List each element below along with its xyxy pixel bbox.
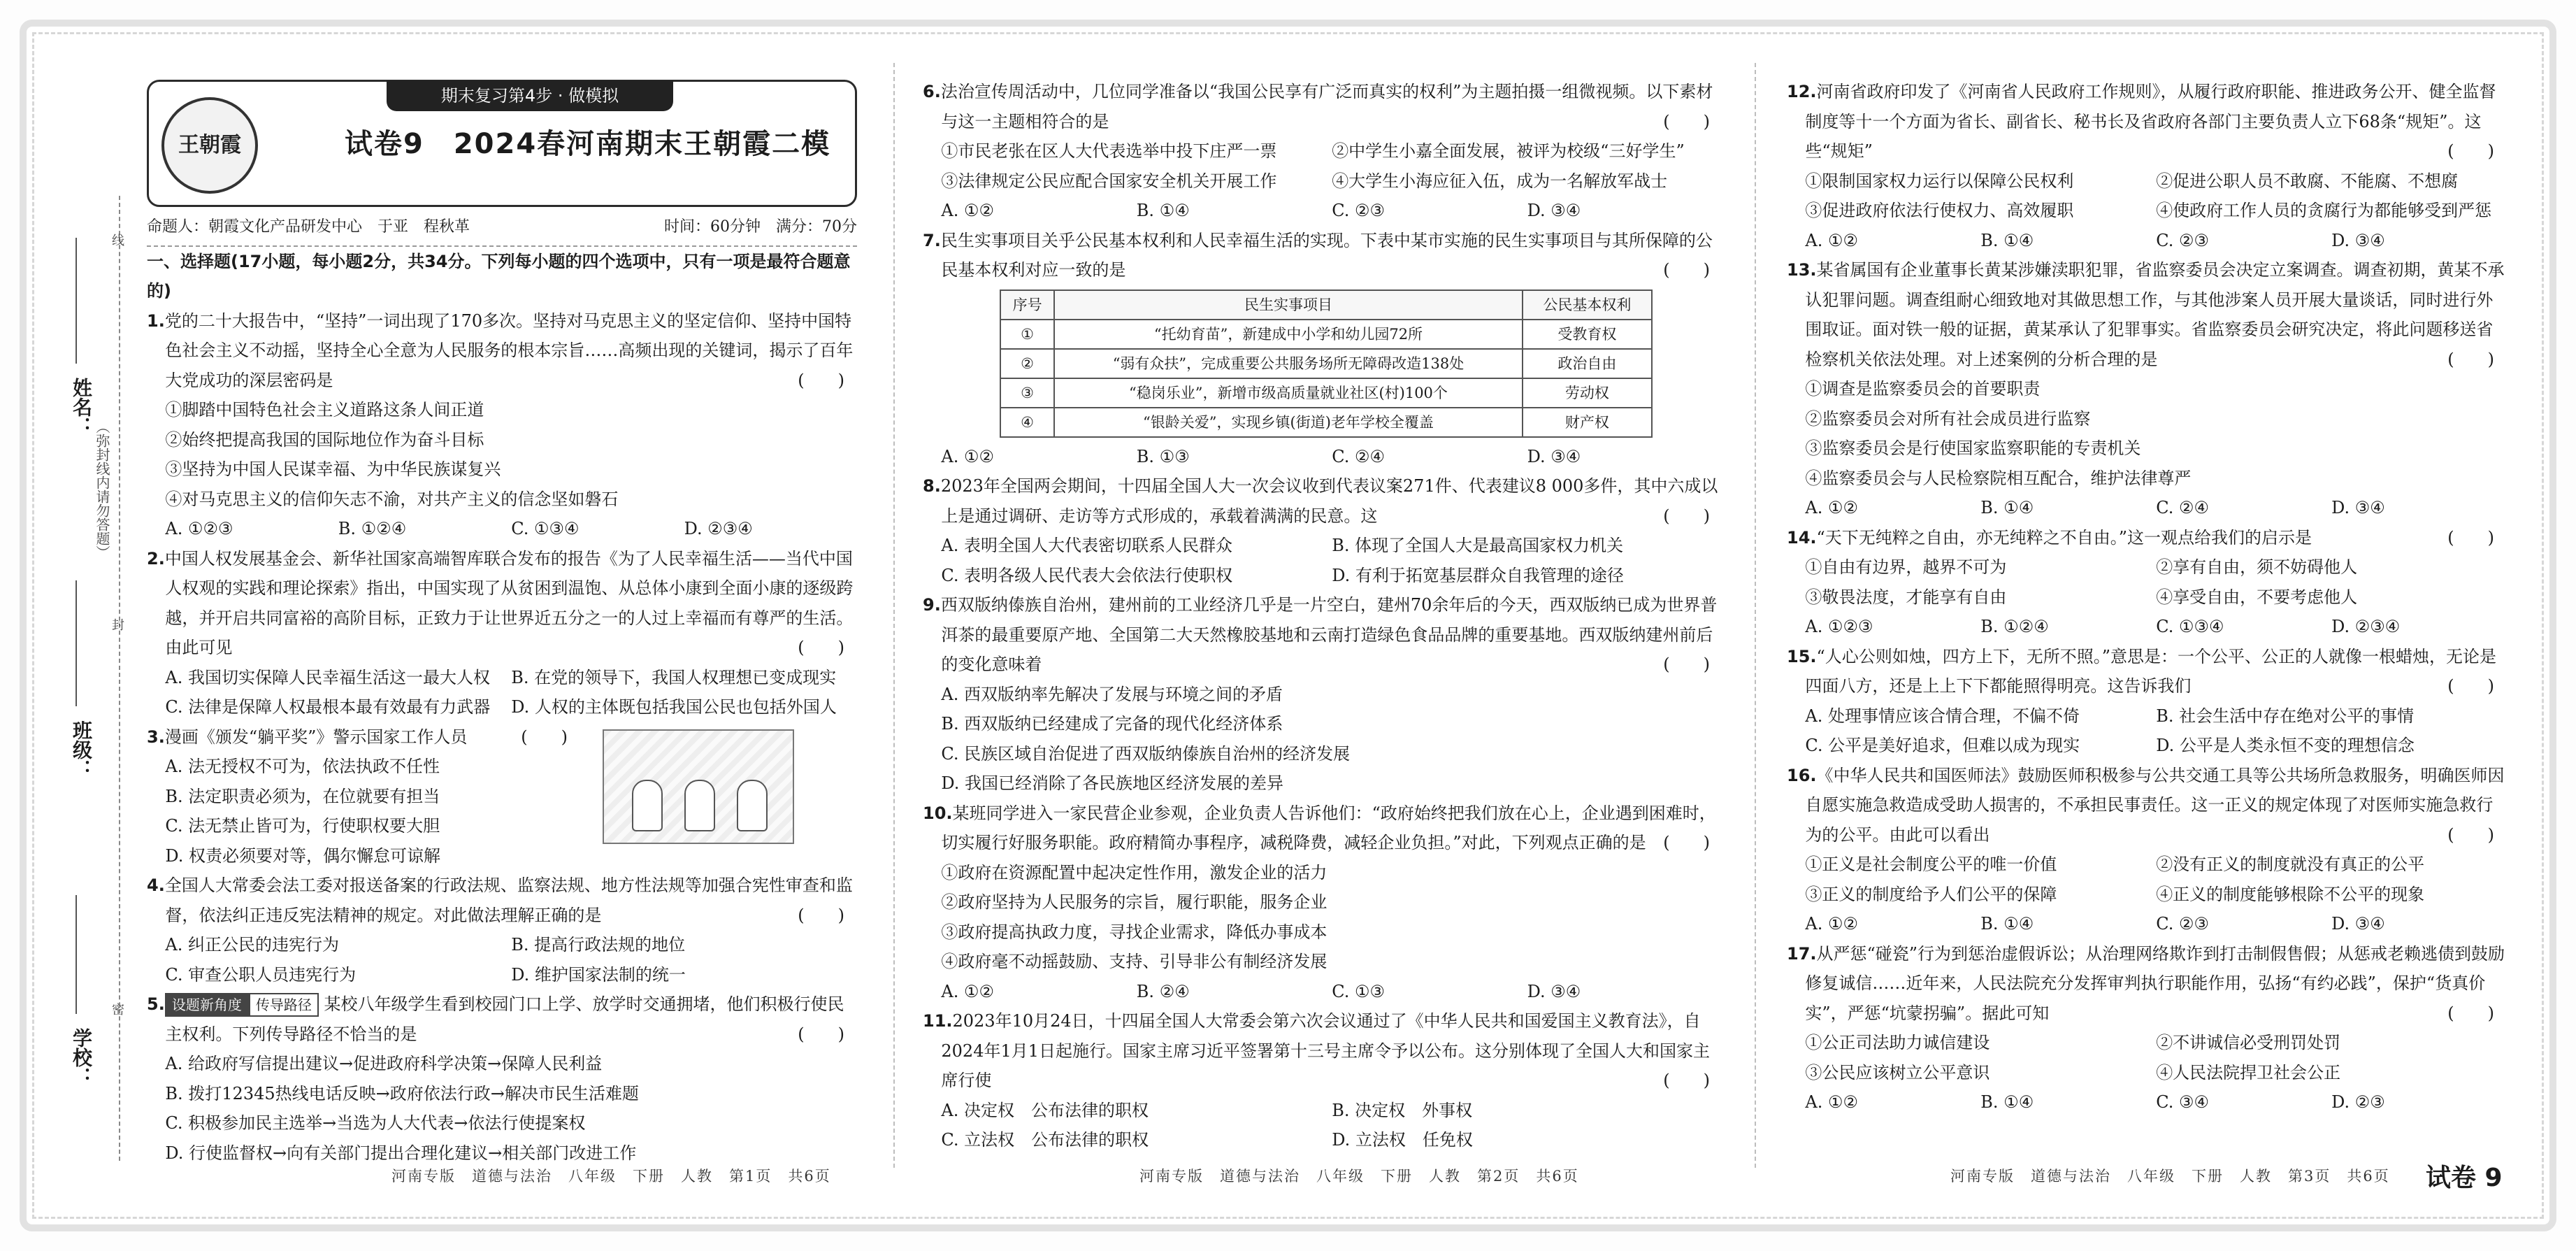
statement-item: ①政府在资源配置中起决定性作用，激发企业的活力 [941,862,1327,882]
option[interactable]: A. 处理事情应该合情合理，不偏不倚 [1805,706,2080,726]
option[interactable]: B. 提高行政法规的地位 [511,935,686,955]
option[interactable]: B. ①④ [1136,201,1190,220]
seal-mark-secret: 密 [112,1003,124,1017]
class-label: 班级： [70,720,93,779]
header-tag: 期末复习第4步 · 做模拟 [387,80,673,111]
table-cell: ② [1000,349,1054,378]
option[interactable]: A. 表明全国人大代表密切联系人民群众 [941,536,1232,555]
option[interactable]: C. 法律是保障人权最根本最有效最有力武器 [165,697,491,717]
option[interactable]: A. ①②③ [165,519,233,538]
exam-header [147,80,857,207]
option[interactable]: B. ②④ [1136,981,1190,1001]
statement-item: ④对马克思主义的信仰矢志不渝，对共产主义的信念坚如磐石 [165,489,619,509]
option[interactable]: B. 法定职责必须为，在位就要有担当 [165,786,440,806]
option[interactable]: B. ①②④ [1980,617,2049,636]
statement-item: ①限制国家权力运行以保障公民权利 [1805,171,2074,191]
statement-item: ②没有正义的制度就没有真正的公平 [2156,855,2425,874]
statement-item: ③坚持为中国人民谋幸福、为中华民族谋复兴 [165,459,501,479]
statement-item: ②政府坚持为人民服务的宗旨，履行职能，服务企业 [941,892,1327,912]
option[interactable]: A. ①② [941,446,995,466]
exam-author: 命题人：朝霞文化产品研发中心 于亚 程秋革 [147,218,470,236]
table-cell: 受教育权 [1523,320,1652,349]
table-row [1000,408,1652,437]
table-header-row [1000,290,1652,320]
question-stem: 9.西双版纳傣族自治州，建州前的工业经济几乎是一片空白，建州70余年后的今天，西双版纳已成为世界普洱茶的最重要原产地、全国第二大天然橡胶基地和云南打造绿色食品品牌的重要基地。西双版纳建州前后的变化意味着 ( ) [923,590,1722,680]
option[interactable]: C. ②③ [1332,201,1385,220]
option[interactable]: A. 法无授权不可为，依法执政不任性 [165,757,440,776]
statement-item: ③敬畏法度，才能享有自由 [1805,587,2007,607]
option[interactable]: A. ①② [1805,1092,1859,1112]
statement-items [1787,850,2507,909]
answer-options [147,514,857,544]
answer-blank[interactable]: ( ) [798,638,844,657]
table-cell: “弱有众扶”，完成重要公共服务场所无障碍改造138处 [1054,349,1523,378]
option[interactable]: B. 西双版纳已经建成了完备的现代化经济体系 [941,714,1283,734]
option[interactable]: B. ①④ [1980,498,2034,517]
answer-options [923,442,1722,472]
option[interactable]: C. 审查公职人员违宪行为 [165,964,357,985]
question-stem: 13.某省属国有企业董事长黄某涉嫌渎职犯罪，省监察委员会决定立案调查。调查初期，黄某不承认犯罪问题。调查组耐心细致地对其做思想工作，与其他涉案人员开展大量谈话，同时进行外围取证。面对铁一般的证据，黄某承认了犯罪事实。省监察委员会研究决定，将此问题移送省检察机关依法处理。对上述案例的分析合理的是 ( ) [1787,255,2507,374]
table-row [1000,320,1652,349]
option[interactable]: B. 在党的领导下，我国人权理想已变成现实 [511,667,837,687]
table-row [1000,378,1652,408]
answer-blank[interactable]: ( ) [2447,527,2494,548]
page-footer: 河南专版 道德与法治 八年级 下册 人教 第1页 共6页 [391,1168,831,1185]
cartoon-figure-icon [632,780,663,831]
option[interactable]: B. ①④ [1980,914,2034,934]
table-row [1000,349,1652,378]
badge-path: 传导路径 [249,993,319,1017]
page-footer: 河南专版 道德与法治 八年级 下册 人教 第3页 共6页 [1950,1168,2390,1185]
option[interactable]: D. ③④ [2331,914,2385,934]
option[interactable]: D. ③④ [1527,446,1581,466]
statement-item: ④政府毫不动摇鼓励、支持、引导非公有制经济发展 [941,952,1327,971]
table-cell: ④ [1000,408,1054,437]
question-stem: 2.中国人权发展基金会、新华社国家高端智库联合发布的报告《为了人民幸福生活——当代中国人权观的实践和理论探索》指出，中国实现了从贫困到温饱、从总体小康到全面小康的逐级跨越，并开启共同富裕的高阶目标，正致力于让世界近五分之一的人过上幸福而有尊严的生活。由此可见 ( ) [147,544,857,663]
answer-blank[interactable]: ( ) [2447,676,2494,696]
cartoon-image [603,729,794,844]
option[interactable]: B. 决定权 外事权 [1332,1100,1473,1120]
answer-options [1787,612,2507,642]
seal-mark-line: 线 [112,234,124,248]
answer-blank[interactable]: ( ) [2447,349,2494,369]
table-cell: “银龄关爱”，实现乡镇(街道)老年学校全覆盖 [1054,408,1523,437]
class-field[interactable] [75,580,77,706]
statement-item: ③法律规定公民应配合国家安全机关开展工作 [941,171,1277,191]
statement-item: ①市民老张在区人大代表选举中投下庄严一票 [941,141,1277,161]
option[interactable]: C. ①③ [1332,981,1385,1001]
column-1 [147,45,857,1168]
statement-item: ①公正司法助力诚信建设 [1805,1033,1990,1052]
question-stem: 5. 设题新角度 传导路径 某校八年级学生看到校园门口上学、放学时交通拥堵，他们积极行使民主权利。下列传导路径不恰当的是 ( ) [147,989,857,1049]
table-cell: “稳岗乐业”，新增市级高质量就业社区(村)100个 [1054,378,1523,408]
answer-blank[interactable]: ( ) [1663,833,1710,852]
option[interactable]: D. 立法权 任免权 [1332,1130,1473,1150]
statement-item: ④使政府工作人员的贪腐行为都能够受到严惩 [2156,201,2492,220]
statement-item: ②享有自由，须不妨碍他人 [2156,557,2358,577]
table-cell: 劳动权 [1523,378,1652,408]
option[interactable]: D. 公平是人类永恒不变的理想信念 [2156,736,2415,755]
cartoon-figure-icon [684,780,715,831]
answer-options [1787,1087,2507,1117]
statement-item: ③公民应该树立公平意识 [1805,1062,1990,1082]
statement-item: ②不讲诚信必受刑罚处罚 [2156,1033,2341,1052]
table-header: 民生实事项目 [1054,290,1523,320]
name-field[interactable] [75,238,77,364]
option[interactable]: C. ②④ [2156,498,2209,517]
question-stem: 15.“人心公则如烛，四方上下，无所不照。”意思是：一个公平、公正的人就像一根蜡烛，无论是四面八方，还是上上下下都能照得明亮。这告诉我们 ( ) [1787,642,2507,701]
answer-options [923,531,1722,590]
table-cell: 政治自由 [1523,349,1652,378]
option[interactable]: B. 社会生活中存在绝对公平的事情 [2156,706,2415,726]
option[interactable]: D. 权责必须要对等，偶尔懈怠可谅解 [165,845,441,866]
option[interactable]: D. ③④ [2331,230,2385,250]
answer-blank[interactable]: ( ) [521,727,568,747]
option[interactable]: C. ②④ [1332,446,1385,466]
statement-item: ①调查是监察委员会的首要职责 [1805,379,2041,399]
school-field[interactable] [75,895,77,1014]
option[interactable]: A. 纠正公民的违宪行为 [165,935,339,955]
column-2 [923,45,1722,1155]
option[interactable]: D. ②③ [2331,1092,2385,1112]
question-stem: 1.党的二十大报告中，“坚持”一词出现了170多次。坚持对马克思主义的坚定信仰、坚持中国特色社会主义不动摇，坚持全心全意为人民服务的根本宗旨……高频出现的关键词，揭示了百年大党成功的深层密码是 ( ) [147,306,857,396]
livelihood-table [1000,289,1653,438]
cartoon-figure-icon [737,780,768,831]
answer-options [1787,909,2507,939]
table-cell: 财产权 [1523,408,1652,437]
answer-blank[interactable]: ( ) [798,905,844,925]
table-cell: ③ [1000,378,1054,408]
answer-options [147,930,857,989]
option[interactable]: C. 表明各级人民代表大会依法行使职权 [941,565,1233,585]
option[interactable]: C. 立法权 公布法律的职权 [941,1130,1149,1150]
option[interactable]: B. 拨打12345热线电话反映→政府依法行政→解决市民生活难题 [165,1083,639,1103]
answer-options [147,663,857,722]
option[interactable]: C. ①③④ [2156,617,2224,636]
option[interactable]: C. ①③④ [511,519,580,538]
option[interactable]: C. 公平是美好追求，但难以成为现实 [1805,736,2080,755]
option[interactable]: B. 体现了全国人大是最高国家权力机关 [1332,536,1624,555]
answer-blank[interactable]: ( ) [1663,1071,1710,1090]
option[interactable]: D. 人权的主体既包括我国公民也包括外国人 [511,697,837,717]
statement-item: ③政府提高执政力度，寻找企业需求，降低办事成本 [941,922,1327,942]
option[interactable]: C. ②③ [2156,230,2209,250]
option[interactable]: B. ①②④ [338,519,407,538]
exam-time-score: 时间：60分钟 满分：70分 [664,218,857,236]
statement-item: ③监察委员会是行使国家监察职能的专责机关 [1805,438,2141,458]
table-cell: ① [1000,320,1054,349]
option[interactable]: D. 我国已经消除了各民族地区经济发展的差异 [941,773,1284,793]
question-stem: 4.全国人大常委会法工委对报送备案的行政法规、监察法规、地方性法规等加强合宪性审查和监督，依法纠正违反宪法精神的规定。对此做法理解正确的是 ( ) [147,871,857,930]
question-stem: 14.“天下无纯粹之自由，亦无纯粹之不自由。”这一观点给我们的启示是 ( ) [1787,523,2507,553]
option[interactable]: A. 西双版纳率先解决了发展与环境之间的矛盾 [941,684,1283,704]
option[interactable]: A. 给政府写信提出建议→促进政府科学决策→保障人民利益 [165,1054,603,1073]
option[interactable]: A. ①② [1805,230,1859,250]
statement-item: ①自由有边界，越界不可为 [1805,557,2007,577]
question-stem: 17.从严惩“碰瓷”行为到惩治虚假诉讼；从治理网络欺诈到打击制假售假；从惩戒老赖逃债到鼓励修复诚信……近年来，人民法院充分发挥审判执行职能作用，弘扬“有约必践”，保护“货真价实”，严惩“坑蒙拐骗”。据此可知 ( ) [1787,939,2507,1029]
answer-blank[interactable]: ( ) [1663,260,1710,280]
question-stem: 10.某班同学进入一家民营企业参观，企业负责人告诉他们：“政府始终把我们放在心上，企业遇到困难时，切实履行好服务职能。政府精简办事程序，减税降费，减轻企业负担。”对此，下列观点正确的是 ( ) [923,799,1722,858]
option[interactable]: C. 法无禁止皆可为，行使职权要大胆 [165,816,440,836]
section-heading: 一、选择题(17小题，每小题2分，共34分。下列每小题的四个选项中，只有一项是最符合题意的) [147,251,851,301]
answer-blank[interactable]: ( ) [1663,506,1710,526]
option[interactable]: C. ②③ [2156,914,2209,934]
option[interactable]: A. ①② [941,981,995,1001]
question-stem: 11.2023年10月24日，十四届全国人大常委会第六次会议通过了《中华人民共和国爱国主义教育法》，自2024年1月1日起施行。国家主席习近平签署第十三号主席令予以公布。这分别体现了全国人大和国家主席行使 ( ) [923,1006,1722,1096]
statement-item: ①正义是社会制度公平的唯一价值 [1805,855,2057,874]
statement-item: ②促进公职人员不敢腐、不能腐、不想腐 [2156,171,2459,191]
option[interactable]: C. ③④ [2156,1092,2209,1112]
answer-blank[interactable]: ( ) [798,1024,844,1044]
option[interactable]: D. ③④ [1527,981,1581,1001]
statement-items [1787,166,2507,226]
option[interactable]: A. ①② [941,201,995,220]
exam-title: 试卷9 2024春河南期末王朝霞二模 [345,128,831,160]
answer-blank[interactable]: ( ) [2447,1003,2494,1023]
option[interactable]: A. ①② [1805,914,1859,934]
badge-new-angle: 设题新角度 [165,993,249,1017]
option[interactable]: A. 我国切实保障人民幸福生活这一最大人权 [165,667,490,687]
option[interactable]: D. ②③④ [684,519,753,538]
statement-item: ③促进政府依法行使权力、高效履职 [1805,201,2074,220]
answer-blank[interactable]: ( ) [1663,111,1710,131]
statement-item: ②监察委员会对所有社会成员进行监察 [1805,408,2091,429]
column-divider [893,63,895,1168]
statement-item: ②中学生小嘉全面发展，被评为校级“三好学生” [1332,141,1685,161]
answer-blank[interactable]: ( ) [2447,141,2494,161]
statement-items [923,136,1722,196]
statement-item: ④监察委员会与人民检察院相互配合，维护法律尊严 [1805,468,2192,488]
page-footer: 河南专版 道德与法治 八年级 下册 人教 第2页 共6页 [1139,1168,1579,1185]
seal-note: （弥封线内请勿答题） [94,420,110,559]
statement-item: ②始终把提高我国的国际地位作为奋斗目标 [165,429,484,450]
answer-options [1787,226,2507,256]
table-header: 序号 [1000,290,1054,320]
column-3 [1787,45,2507,1117]
answer-options [923,1096,1722,1155]
option[interactable]: D. ③④ [1527,201,1581,220]
answer-options [1787,701,2507,761]
answer-options [1787,493,2507,523]
option[interactable]: B. ①④ [1980,1092,2034,1112]
question-stem: 6.法治宣传周活动中，几位同学准备以“我国公民享有广泛而真实的权利”为主题拍摄一组微视频。以下素材与这一主题相符合的是 ( ) [923,77,1722,136]
option[interactable]: B. ①④ [1980,230,2034,250]
exam-meta [147,213,857,247]
school-label: 学校： [70,1028,93,1087]
statement-item: ④人民法院捍卫社会公正 [2156,1062,2341,1082]
answer-options [923,196,1722,226]
answer-options [923,977,1722,1007]
column-divider [1755,63,1756,1168]
question-stem: 12.河南省政府印发了《河南省人民政府工作规则》，从履行政府职能、推进政务公开、健全监督制度等十一个方面为省长、副省长、秘书长及省政府各部门主要负责人立下68条“规矩”。这些“规矩” ( ) [1787,77,2507,166]
option[interactable]: D. 行使监督权→向有关部门提出合理化建议→相关部门改进工作 [165,1143,637,1163]
answer-blank[interactable]: ( ) [798,370,844,390]
table-cell: “托幼育苗”，新建成中小学和幼儿园72所 [1054,320,1523,349]
answer-blank[interactable]: ( ) [2447,824,2494,845]
question-stem: 7.民生实事项目关乎公民基本权利和人民幸福生活的实现。下表中某市实施的民生实事项目与其所保障的公民基本权利对应一致的是 ( ) [923,226,1722,285]
table-header: 公民基本权利 [1523,290,1652,320]
option[interactable]: A. ①② [1805,498,1859,517]
option[interactable]: D. 有利于拓宽基层群众自我管理的途径 [1332,565,1624,585]
name-label: 姓名： [70,378,93,436]
option[interactable]: C. 积极参加民主选举→当选为人大代表→依法行使提案权 [165,1113,586,1133]
statement-items [1787,1028,2507,1087]
question-stem: 8.2023年全国两会期间，十四届全国人大一次会议收到代表议案271件、代表建议8 000多件，其中六成以上是通过调研、走访等方式形成的，承载着满满的民意。这 ( ) [923,471,1722,531]
statement-item: ①脚踏中国特色社会主义道路这条人间正道 [165,400,484,420]
option[interactable]: D. ②③④ [2331,617,2401,636]
option[interactable]: B. ①③ [1136,446,1190,466]
statement-items [1787,552,2507,612]
exam-number-tag: 试卷 9 [2426,1164,2503,1192]
seal-mark-seal: 封 [112,618,124,633]
option[interactable]: A. 决定权 公布法律的职权 [941,1100,1149,1120]
option[interactable]: A. ①②③ [1805,617,1873,636]
statement-item: ③正义的制度给予人们公平的保障 [1805,884,2057,904]
brand-logo-icon: 王朝霞 [161,97,258,194]
statement-item: ④正义的制度能够根除不公平的现象 [2156,884,2425,904]
statement-item: ④大学生小海应征入伍，成为一名解放军战士 [1332,171,1668,191]
option[interactable]: D. 维护国家法制的统一 [511,964,686,985]
option[interactable]: D. ③④ [2331,498,2385,517]
answer-blank[interactable]: ( ) [1663,655,1710,674]
question-stem: 3.漫画《颁发“躺平奖”》警示国家工作人员 ( ) [147,722,857,752]
option[interactable]: C. 民族区域自治促进了西双版纳傣族自治州的经济发展 [941,743,1351,764]
statement-item: ④享受自由，不要考虑他人 [2156,587,2358,607]
question-stem: 16.《中华人民共和国医师法》鼓励医师积极参与公共交通工具等公共场所急救服务，明确医师因自愿实施急救造成受助人损害的，不承担民事责任。这一正义的规定体现了对医师实施急救行为的公平。由此可以看出 ( ) [1787,761,2507,850]
